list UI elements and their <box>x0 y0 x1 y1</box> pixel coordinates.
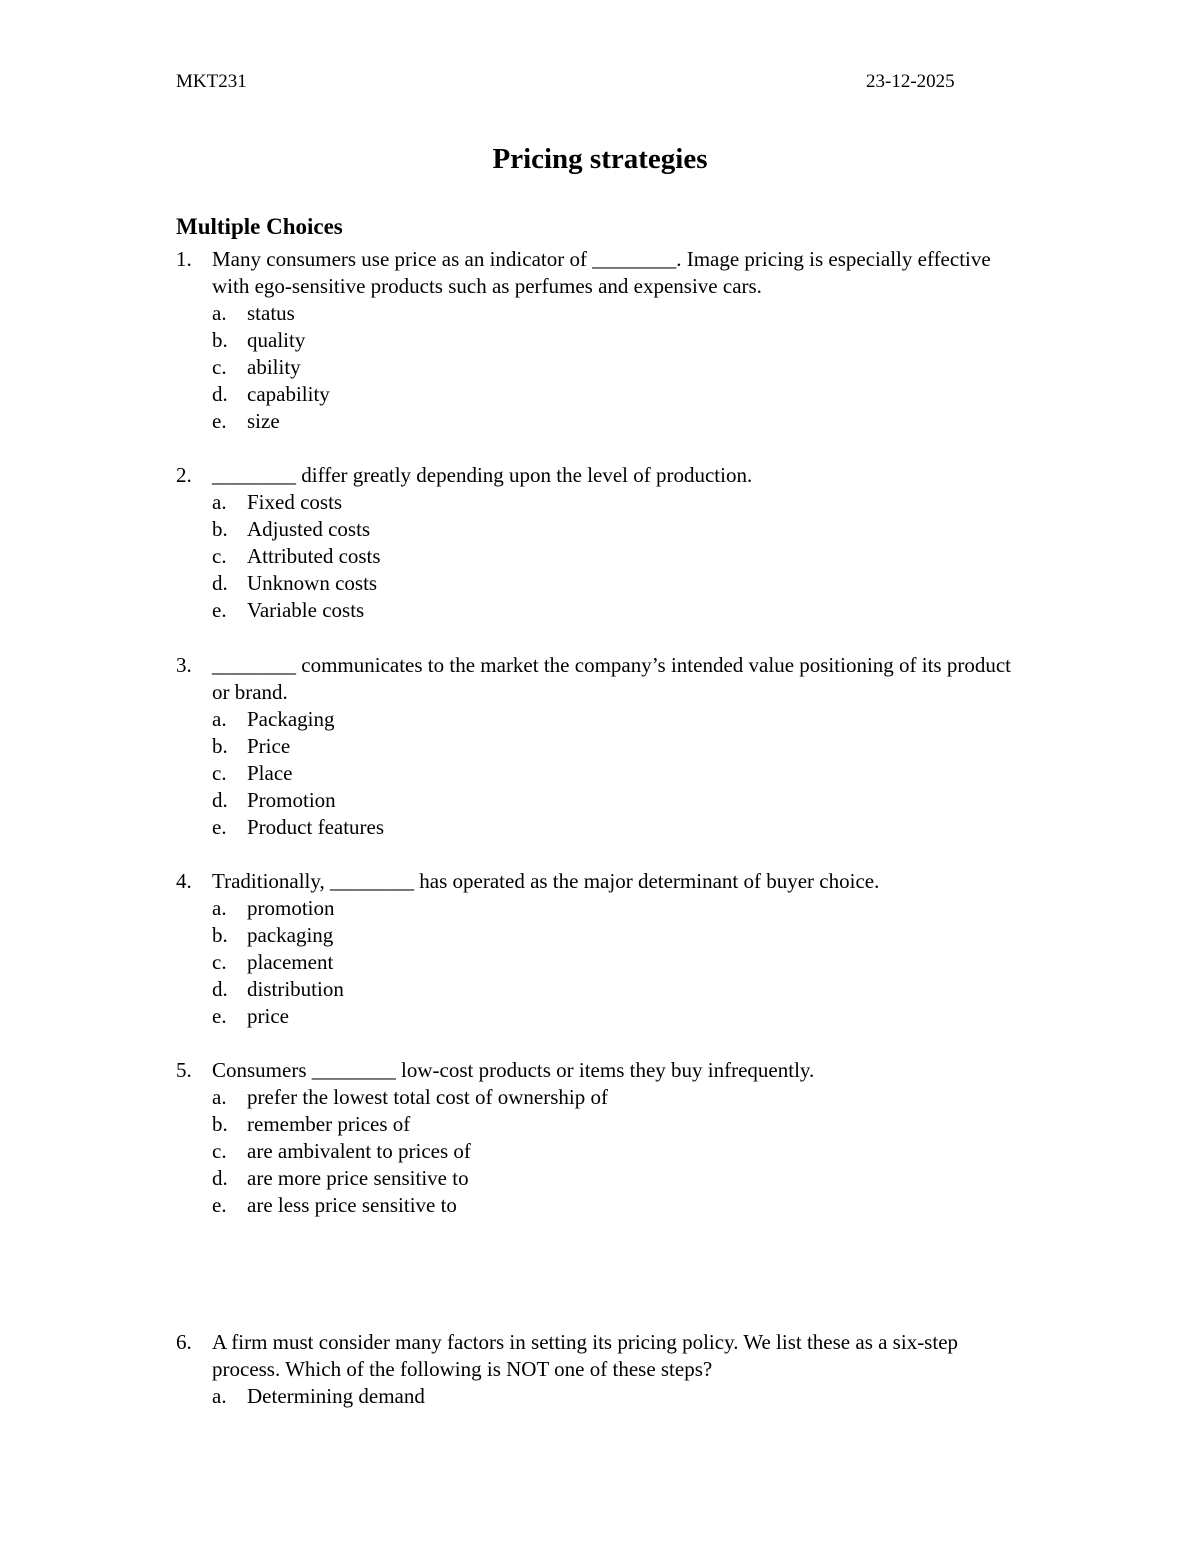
option-letter: e. <box>212 815 227 839</box>
question-6 <box>176 1329 1026 1410</box>
option-letter: d. <box>212 1166 228 1190</box>
option-text: Attributed costs <box>247 544 381 568</box>
option-b <box>176 327 1026 354</box>
option-letter: c. <box>212 544 227 568</box>
option-c <box>176 760 1026 787</box>
option-letter: c. <box>212 950 227 974</box>
question-4 <box>176 868 1026 1030</box>
option-text: Product features <box>247 815 385 839</box>
option-text: Price <box>247 734 291 758</box>
option-text: Variable costs <box>247 598 365 622</box>
question-number: 1. <box>176 247 192 271</box>
option-text: Unknown costs <box>247 571 378 595</box>
option-letter: b. <box>212 1112 228 1136</box>
option-letter: c. <box>212 1139 227 1163</box>
option-letter: a. <box>212 707 227 731</box>
question-text: Traditionally, ________ has operated as the major determinant of buyer choice. <box>212 869 880 893</box>
option-e <box>176 408 1026 435</box>
option-a <box>176 300 1026 327</box>
option-text: price <box>247 1004 289 1028</box>
question-text: ________ differ greatly depending upon the level of production. <box>212 463 753 487</box>
question-text: Many consumers use price as an indicator of ________. Image pricing is especially effective with ego-sensitive products such as perfumes and expensive cars. <box>212 247 991 298</box>
option-text: are ambivalent to prices of <box>247 1139 471 1163</box>
course-code: MKT231 <box>176 71 247 92</box>
option-d <box>176 787 1026 814</box>
option-text: Promotion <box>247 788 336 812</box>
option-c <box>176 1138 1026 1165</box>
option-b <box>176 922 1026 949</box>
option-d <box>176 381 1026 408</box>
option-text: status <box>247 301 295 325</box>
option-e <box>176 1003 1026 1030</box>
question-text: A firm must consider many factors in setting its pricing policy. We list these as a six-step process. Which of the following is NOT one of these steps? <box>212 1330 959 1381</box>
option-letter: c. <box>212 761 227 785</box>
option-letter: c. <box>212 355 227 379</box>
option-c <box>176 354 1026 381</box>
option-text: packaging <box>247 923 334 947</box>
option-letter: a. <box>212 896 227 920</box>
option-text: are less price sensitive to <box>247 1193 457 1217</box>
question-1 <box>176 246 1026 435</box>
option-b <box>176 1111 1026 1138</box>
option-letter: d. <box>212 571 228 595</box>
option-a <box>176 895 1026 922</box>
option-b <box>176 516 1026 543</box>
option-letter: e. <box>212 1004 227 1028</box>
question-number: 4. <box>176 869 192 893</box>
option-letter: d. <box>212 788 228 812</box>
option-a <box>176 489 1026 516</box>
question-5 <box>176 1057 1026 1219</box>
option-letter: b. <box>212 517 228 541</box>
option-text: Determining demand <box>247 1384 425 1408</box>
document-date: 23-12-2025 <box>866 71 955 92</box>
option-text: quality <box>247 328 306 352</box>
option-text: Adjusted costs <box>247 517 371 541</box>
option-letter: a. <box>212 1384 227 1408</box>
page-title: Pricing strategies <box>492 143 708 175</box>
option-letter: a. <box>212 301 227 325</box>
question-number: 2. <box>176 463 192 487</box>
option-c <box>176 543 1026 570</box>
option-a <box>176 1084 1026 1111</box>
option-text: ability <box>247 355 301 379</box>
question-text: ________ communicates to the market the company’s intended value positioning of its product or brand. <box>212 653 1012 704</box>
option-text: Place <box>247 761 293 785</box>
question-number: 5. <box>176 1058 192 1082</box>
option-text: Fixed costs <box>247 490 343 514</box>
option-letter: d. <box>212 977 228 1001</box>
option-letter: e. <box>212 598 227 622</box>
option-letter: b. <box>212 923 228 947</box>
option-letter: a. <box>212 1085 227 1109</box>
option-e <box>176 597 1026 624</box>
option-letter: a. <box>212 490 227 514</box>
option-d <box>176 1165 1026 1192</box>
option-d <box>176 976 1026 1003</box>
option-letter: e. <box>212 409 227 433</box>
option-a <box>176 1383 1026 1410</box>
option-a <box>176 706 1026 733</box>
option-e <box>176 1192 1026 1219</box>
option-text: are more price sensitive to <box>247 1166 469 1190</box>
option-text: prefer the lowest total cost of ownership of <box>247 1085 608 1109</box>
option-letter: e. <box>212 1193 227 1217</box>
option-text: distribution <box>247 977 344 1001</box>
question-number: 3. <box>176 653 192 677</box>
option-c <box>176 949 1026 976</box>
question-3 <box>176 652 1026 841</box>
question-2 <box>176 462 1026 624</box>
question-text: Consumers ________ low-cost products or items they buy infrequently. <box>212 1058 815 1082</box>
question-number: 6. <box>176 1330 192 1354</box>
option-b <box>176 733 1026 760</box>
option-letter: d. <box>212 382 228 406</box>
option-text: promotion <box>247 896 335 920</box>
section-heading: Multiple Choices <box>176 214 343 239</box>
option-d <box>176 570 1026 597</box>
option-letter: b. <box>212 328 228 352</box>
option-text: capability <box>247 382 330 406</box>
option-text: remember prices of <box>247 1112 411 1136</box>
option-text: size <box>247 409 280 433</box>
option-letter: b. <box>212 734 228 758</box>
option-text: Packaging <box>247 707 335 731</box>
option-text: placement <box>247 950 334 974</box>
option-e <box>176 814 1026 841</box>
